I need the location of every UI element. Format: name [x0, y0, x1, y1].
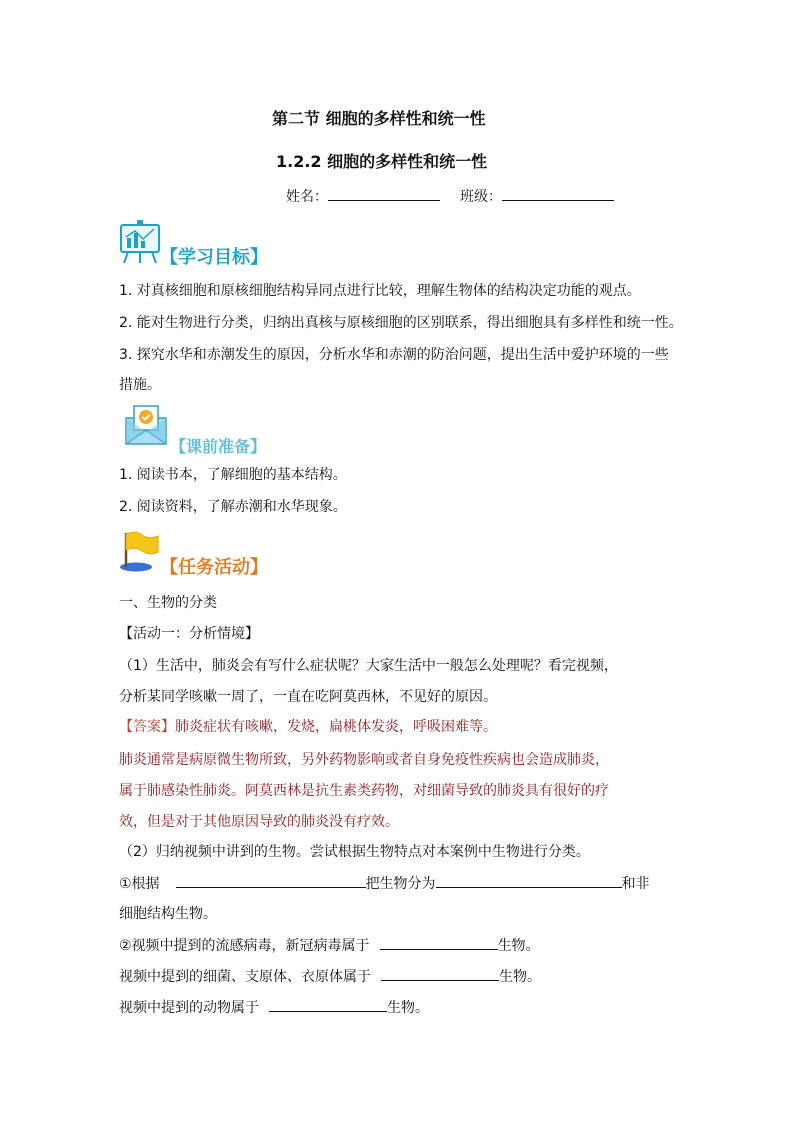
answer-text: 肺炎症状有咳嗽，发烧，扁桃体发炎，呼吸困难等。: [175, 719, 497, 735]
section-title: 第二节 细胞的多样性和统一性: [272, 109, 486, 128]
envelope-check-icon: [124, 404, 170, 446]
fill-blank[interactable]: [380, 935, 498, 950]
goal-item: 2. 能对生物进行分类，归纳出真核与原核细胞的区别联系，得出细胞具有多样性和统一性。: [119, 315, 683, 331]
question-1-line: 分析某同学咳嗽一周了，一直在吃阿莫西林，不见好的原因。: [119, 689, 497, 705]
question-1-line: （1）生活中，肺炎会有写什么症状呢？大家生活中一般怎么处理呢？看完视频，: [119, 658, 618, 674]
question-2: （2）归纳视频中讲到的生物。尝试根据生物特点对本案例中生物进行分类。: [119, 844, 590, 860]
fill-in-line-1: [119, 873, 650, 894]
goal-item: 1. 对真核细胞和原核细胞结构异同点进行比较，理解生物体的结构决定功能的观点。: [119, 283, 641, 299]
prep-heading: 【课前准备】: [170, 437, 267, 456]
fill-blank[interactable]: [269, 997, 387, 1012]
fill-in-line-2: [119, 935, 540, 956]
class-input-line[interactable]: [502, 186, 614, 201]
answer-line: [119, 717, 497, 737]
fill-text: 生物。: [387, 1000, 429, 1016]
answer-label: 【答案】: [119, 719, 175, 735]
fill-text: 生物。: [497, 938, 540, 954]
fill-blank[interactable]: [381, 966, 499, 981]
answer-line: 效，但是对于其他原因导致的肺炎没有疗效。: [119, 814, 399, 830]
tasks-heading: 【任务活动】: [160, 557, 268, 578]
name-field: [286, 186, 440, 207]
fill-text: ①根据: [119, 876, 160, 892]
fill-text: 和非: [621, 876, 650, 892]
name-input-line[interactable]: [328, 186, 440, 201]
goal-item: 措施。: [119, 377, 161, 393]
class-label: 班级：: [460, 189, 502, 205]
lesson-title: 1.2.2 细胞的多样性和统一性: [276, 152, 488, 171]
answer-line: 肺炎通常是病原微生物所致，另外药物影响或者自身免疫性疾病也会造成肺炎，: [119, 752, 609, 768]
fill-blank[interactable]: [436, 873, 622, 888]
fill-text: 生物。: [499, 969, 541, 985]
prep-item: 1. 阅读书本，了解细胞的基本结构。: [119, 467, 347, 483]
fill-in-line-1-cont: 细胞结构生物。: [119, 906, 217, 922]
prep-item: 2. 阅读资料，了解赤潮和水华现象。: [119, 499, 347, 515]
activity-heading: 【活动一：分析情境】: [119, 626, 259, 642]
name-label: 姓名：: [286, 189, 328, 205]
goals-heading: 【学习目标】: [160, 247, 268, 268]
presentation-board-icon: [118, 218, 162, 264]
answer-line: 属于肺感染性肺炎。阿莫西林是抗生素类药物，对细菌导致的肺炎具有很好的疗: [119, 783, 609, 799]
fill-text: 视频中提到的细菌、支原体、衣原体属于: [119, 969, 371, 985]
part-heading: 一、生物的分类: [119, 595, 217, 611]
class-field: [460, 186, 614, 207]
goal-item: 3. 探究水华和赤潮发生的原因，分析水华和赤潮的防治问题，提出生活中爱护环境的一些: [119, 347, 669, 363]
flag-icon: [118, 529, 162, 573]
fill-in-line-4: [119, 997, 429, 1018]
fill-in-line-3: [119, 966, 541, 987]
fill-text: ②视频中提到的流感病毒，新冠病毒属于: [119, 938, 370, 954]
fill-blank[interactable]: [176, 873, 366, 888]
fill-text: 视频中提到的动物属于: [119, 1000, 259, 1016]
fill-text: 把生物分为: [365, 876, 436, 892]
